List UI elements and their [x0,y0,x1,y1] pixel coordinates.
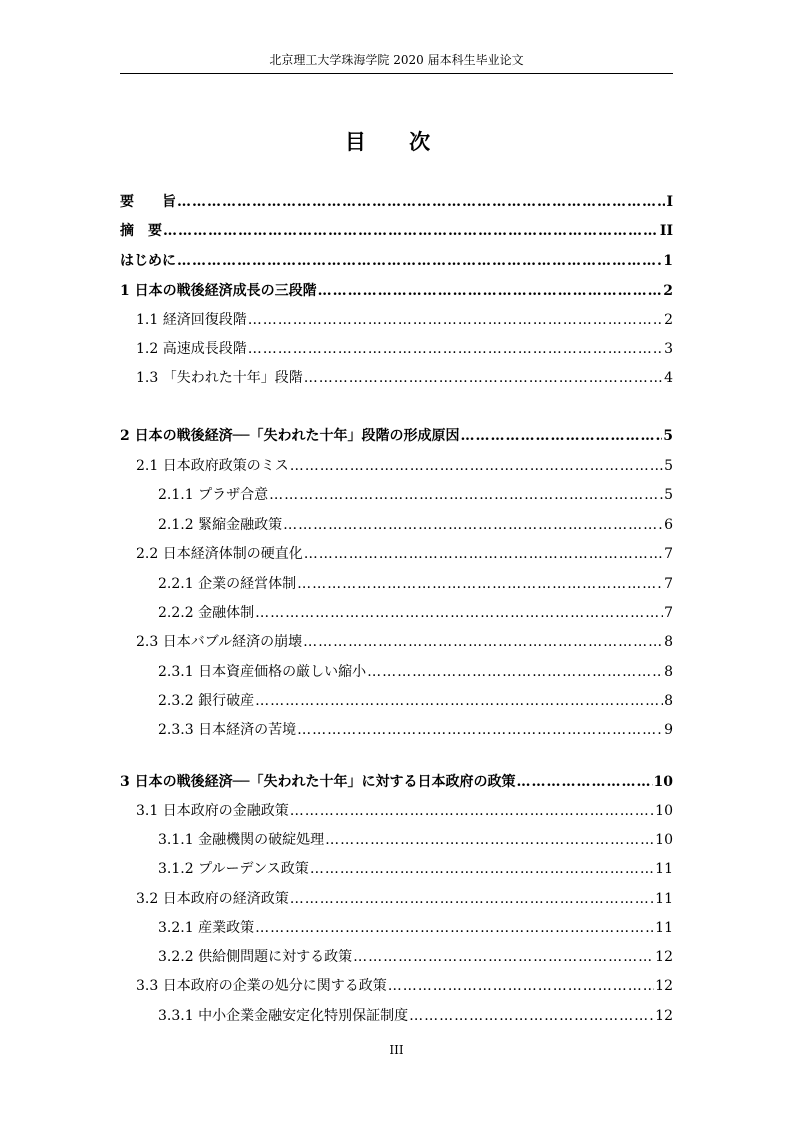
toc-entry[interactable] [158,830,673,850]
page-header: 北京理工大学珠海学院 2020 届本科生毕业论文 [269,53,524,67]
toc-entry-page: 8 [664,634,673,650]
toc-entry[interactable] [158,603,673,623]
dot-leader [163,221,659,241]
toc-entry-label: 3.2.2 供給側問題に対する政策 [158,949,353,965]
toc-entry-page: 11 [655,920,673,936]
dot-leader [255,918,654,938]
dot-leader [290,456,663,476]
toc-entry[interactable] [120,192,673,212]
dot-leader [303,632,663,652]
dot-leader [269,485,663,505]
toc-entry-label: 2.1.2 緊縮金融政策 [158,517,283,533]
toc-entry-page: 10 [655,803,673,819]
toc-entry[interactable] [158,662,673,682]
dot-leader [516,772,652,792]
toc-entry[interactable] [158,1006,673,1026]
toc-entry-label: はじめに [120,253,176,269]
toc-entry-page: 9 [664,722,673,738]
toc-entry-page: I [666,194,673,210]
toc-entry[interactable] [136,544,673,564]
toc-entry-page: 8 [664,664,673,680]
dot-leader [388,976,654,996]
toc-entry-page: 2 [663,283,673,299]
toc-entry-page: 10 [655,832,673,848]
dot-leader [367,662,663,682]
toc-entry[interactable] [136,976,673,996]
dot-leader [297,574,663,594]
toc-entry-label: 1.1 経済回復段階 [136,312,247,328]
dot-leader [353,947,654,967]
dot-leader [255,603,663,623]
toc-entry-page: 8 [664,693,673,709]
toc-entry-label: 3.2.1 産業政策 [158,920,255,936]
page-number: III [389,1043,404,1057]
toc-entry[interactable] [120,281,673,301]
toc-entry-page: 12 [655,949,673,965]
toc-entry[interactable] [158,947,673,967]
dot-leader [290,889,654,909]
toc-entry[interactable] [158,515,673,535]
toc-entry[interactable] [158,691,673,711]
toc-entry-page: 11 [655,861,673,877]
toc-entry-label: 2.1.1 プラザ合意 [158,487,269,503]
toc-entry-page: 2 [664,312,673,328]
toc-entry-label: 3.1.2 プルーデンス政策 [158,861,309,877]
toc-entry-page: 6 [664,517,673,533]
toc-entry-label: 3.3 日本政府の企業の処分に関する政策 [136,978,387,994]
toc-entry[interactable] [158,859,673,879]
dot-leader [248,310,663,330]
toc-entry-page: 7 [664,576,673,592]
dot-leader [318,281,663,301]
toc-entry[interactable] [158,574,673,594]
header-rule [120,73,673,74]
toc-entry-page: 1 [663,253,673,269]
toc-entry[interactable] [158,485,673,505]
toc-entry[interactable] [158,720,673,740]
toc-entry[interactable] [136,339,673,359]
toc-entry-label: 2.2.1 企業の経営体制 [158,576,297,592]
dot-leader [304,544,663,564]
toc-entry-page: 10 [653,774,673,790]
toc-entry-label: 摘 要 [120,223,162,239]
dot-leader [325,830,654,850]
toc-entry[interactable] [158,918,673,938]
toc-entry-page: 7 [664,546,673,562]
toc-entry-label: 2.3.2 銀行破産 [158,693,255,709]
dot-leader [248,339,663,359]
toc-entry[interactable] [136,632,673,652]
toc-entry-label: 1.3 「失われた十年」段階 [136,370,303,386]
toc-entry[interactable] [136,310,673,330]
toc-entry-label: 3 日本の戦後経済──「失われた十年」に対する日本政府の政策 [120,774,516,790]
toc-entry-label: 2.1 日本政府政策のミス [136,458,289,474]
toc-entry-page: 5 [664,487,673,503]
toc-entry[interactable] [120,221,673,241]
toc-entry-page: 4 [664,370,673,386]
toc-entry-label: 3.1.1 金融機関の破綻処理 [158,832,325,848]
toc-entry-label: 3.3.1 中小企業金融安定化特別保証制度 [158,1008,409,1024]
toc-entry-page: II [659,223,673,239]
toc-entry-page: 12 [655,1008,673,1024]
dot-leader [283,515,663,535]
dot-leader [409,1006,654,1026]
dot-leader [297,720,663,740]
toc-entry-label: 3.1 日本政府の金融政策 [136,803,289,819]
toc-entry[interactable] [136,368,673,388]
dot-leader [177,192,665,212]
toc-entry-page: 7 [664,605,673,621]
dot-leader [310,859,654,879]
toc-entry-label: 3.2 日本政府の経済政策 [136,891,289,907]
toc-entry-label: 2.2 日本経済体制の硬直化 [136,546,303,562]
toc-entry-page: 5 [664,458,673,474]
dot-leader [304,368,663,388]
toc-entry-label: 2.2.2 金融体制 [158,605,255,621]
toc-entry[interactable] [136,889,673,909]
dot-leader [460,426,662,446]
toc-entry[interactable] [136,801,673,821]
toc-entry-label: 1.2 高速成長段階 [136,341,247,357]
toc-entry-page: 12 [655,978,673,994]
toc-entry-label: 要 旨 [120,194,176,210]
toc-entry[interactable] [120,426,673,446]
toc-entry-page: 5 [663,428,673,444]
dot-leader [290,801,654,821]
dot-leader [255,691,663,711]
toc-entry-label: 2.3 日本バブル経済の崩壊 [136,634,303,650]
toc-entry-page: 3 [664,341,673,357]
dot-leader [177,251,662,271]
toc-entry[interactable] [120,772,673,792]
toc-title: 目 次 [344,129,449,154]
toc-entry-label: 2.3.3 日本経済の苦境 [158,722,297,738]
toc-entry-label: 2.3.1 日本資産価格の厳しい縮小 [158,664,367,680]
toc-entry-label: 2 日本の戦後経済──「失われた十年」段階の形成原因 [120,428,460,444]
toc-entry-label: 1 日本の戦後経済成長の三段階 [120,283,317,299]
toc-entry-page: 11 [655,891,673,907]
toc-entry[interactable] [120,251,673,271]
toc-entry[interactable] [136,456,673,476]
